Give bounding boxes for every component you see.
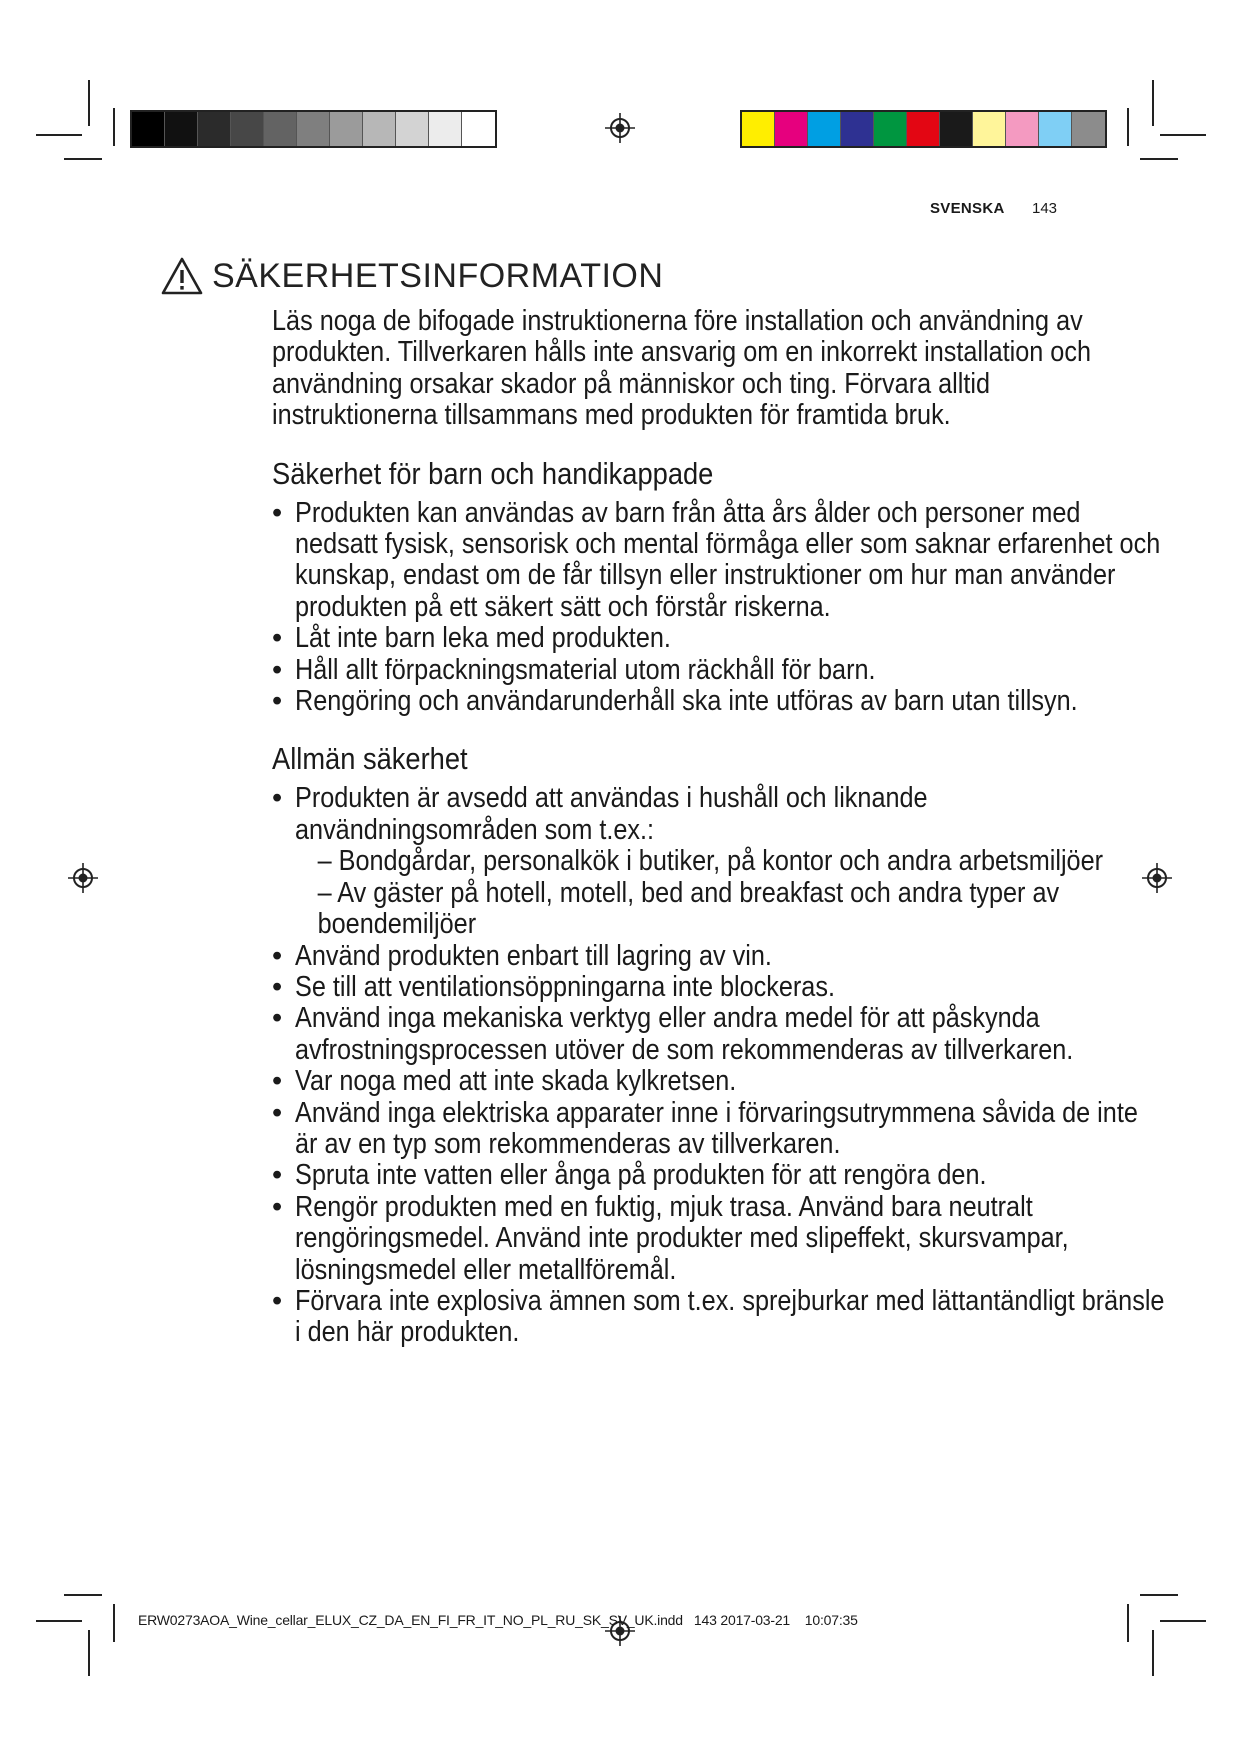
color-swatch <box>907 112 940 146</box>
crop-mark <box>1160 1620 1206 1622</box>
color-swatch <box>874 112 907 146</box>
list-item: • Använd inga elektriska apparater inne i förvaringsutrymmena såvida de inte är av en typ som rekommenderas av tillverkaren. <box>272 1098 1092 1161</box>
page-title: SÄKERHETSINFORMATION <box>212 256 664 295</box>
list-item: • Låt inte barn leka med produkten. <box>272 623 1092 654</box>
print-slug <box>138 1612 858 1628</box>
crop-mark <box>36 134 82 136</box>
list-item: • Produkten är avsedd att användas i hushåll och liknande användningsområden som t.ex.: – Bondgårdar, personalkök i butiker, på kontor och andra arbetsmiljöer – Av gäster på hotell, motell, bed and breakfast och andra typer av boendemiljöer <box>272 783 1092 940</box>
crop-mark <box>1127 108 1129 146</box>
list-item: • Produkten kan användas av barn från åtta års ålder och personer med nedsatt fysisk, sensorisk och mental förmåga eller som saknar erfarenhet och kunskap, endast om de får tillsyn eller instruktioner om hur man använder produkten på ett säkert sätt och förstår riskerna. <box>272 498 1092 624</box>
list-item: • Använd produkten enbart till lagring av vin. <box>272 941 1092 972</box>
page-number: 143 <box>1032 200 1058 217</box>
color-swatch <box>462 112 495 146</box>
color-swatch <box>330 112 363 146</box>
color-swatch <box>1072 112 1105 146</box>
crop-mark <box>36 1620 82 1622</box>
crop-mark <box>64 1594 102 1596</box>
registration-mark-icon <box>605 113 635 143</box>
general-safety-heading: Allmän säkerhet <box>272 741 468 777</box>
color-swatch <box>775 112 808 146</box>
color-swatch <box>198 112 231 146</box>
slug-filename: ERW0273AOA_Wine_cellar_ELUX_CZ_DA_EN_FI_FR_IT_NO_PL_RU_SK_SV_UK.indd <box>138 1612 683 1628</box>
slug-time: 10:07:35 <box>804 1612 858 1628</box>
color-swatch <box>808 112 841 146</box>
crop-mark <box>113 1604 115 1642</box>
list-item: • Se till att ventilationsöppningarna inte blockeras. <box>272 972 1092 1003</box>
children-safety-heading: Säkerhet för barn och handikappade <box>272 455 714 491</box>
children-safety-list <box>272 496 1161 718</box>
list-item: • Var noga med att inte skada kylkretsen. <box>272 1066 1092 1097</box>
color-swatch <box>841 112 874 146</box>
color-swatch <box>396 112 429 146</box>
color-swatch <box>1039 112 1072 146</box>
color-swatch <box>363 112 396 146</box>
crop-mark <box>1152 1630 1154 1676</box>
color-swatch <box>940 112 973 146</box>
general-safety-list <box>272 782 1165 1349</box>
color-swatch <box>742 112 775 146</box>
warning-icon <box>160 256 204 296</box>
list-item: • Rengör produkten med en fuktig, mjuk trasa. Använd bara neutralt rengöringsmedel. Använd inte produkter med slipeffekt, skursvampar, lösningsmedel eller metallföremål. <box>272 1192 1092 1286</box>
color-swatch <box>264 112 297 146</box>
crop-mark <box>1140 1594 1178 1596</box>
registration-mark-icon <box>68 863 98 893</box>
slug-page: 143 <box>693 1612 717 1628</box>
crop-mark <box>64 158 102 160</box>
sub-item: – Bondgårdar, personalkök i butiker, på kontor och andra arbetsmiljöer <box>317 845 1104 878</box>
color-swatch <box>1006 112 1039 146</box>
list-item: • Håll allt förpackningsmaterial utom räckhåll för barn. <box>272 655 1092 686</box>
color-swatch <box>132 112 165 146</box>
list-item: • Rengöring och användarunderhåll ska inte utföras av barn utan tillsyn. <box>272 686 1092 717</box>
list-item: • Använd inga mekaniska verktyg eller andra medel för att påskynda avfrostningsprocessen utöver de som rekommenderas av tillverkaren. <box>272 1003 1092 1066</box>
color-swatch <box>973 112 1006 146</box>
color-swatch <box>297 112 330 146</box>
crop-mark <box>1127 1604 1129 1642</box>
sub-item: – Av gäster på hotell, motell, bed and breakfast och andra typer av boendemiljöer <box>317 876 1060 941</box>
color-swatch <box>165 112 198 146</box>
crop-mark <box>88 80 90 126</box>
slug-date: 2017-03-21 <box>720 1612 791 1628</box>
crop-mark <box>113 108 115 146</box>
list-item: • Spruta inte vatten eller ånga på produkten för att rengöra den. <box>272 1160 1092 1191</box>
color-swatch <box>231 112 264 146</box>
crop-mark <box>1152 80 1154 126</box>
color-swatch <box>429 112 462 146</box>
main-content <box>272 305 1165 1349</box>
color-bar <box>740 110 1107 148</box>
crop-mark <box>88 1630 90 1676</box>
crop-mark <box>1140 158 1178 160</box>
crop-mark <box>1160 134 1206 136</box>
section-title-row <box>160 256 663 296</box>
header-language: SVENSKA <box>930 200 1005 217</box>
intro-paragraph: Läs noga de bifogade instruktionerna före installation och användning av produkten. Tillverkaren hålls inte ansvarig om en inkorrekt installation och användning orsakar skador på människor och ting. Förvara alltid instruktionerna tillsammans med produkten för framtida bruk. <box>272 305 1091 432</box>
grayscale-bar <box>130 110 497 148</box>
list-item: • Förvara inte explosiva ämnen som t.ex. sprejburkar med lättantändligt bränsle i den här produkten. <box>272 1286 1092 1349</box>
